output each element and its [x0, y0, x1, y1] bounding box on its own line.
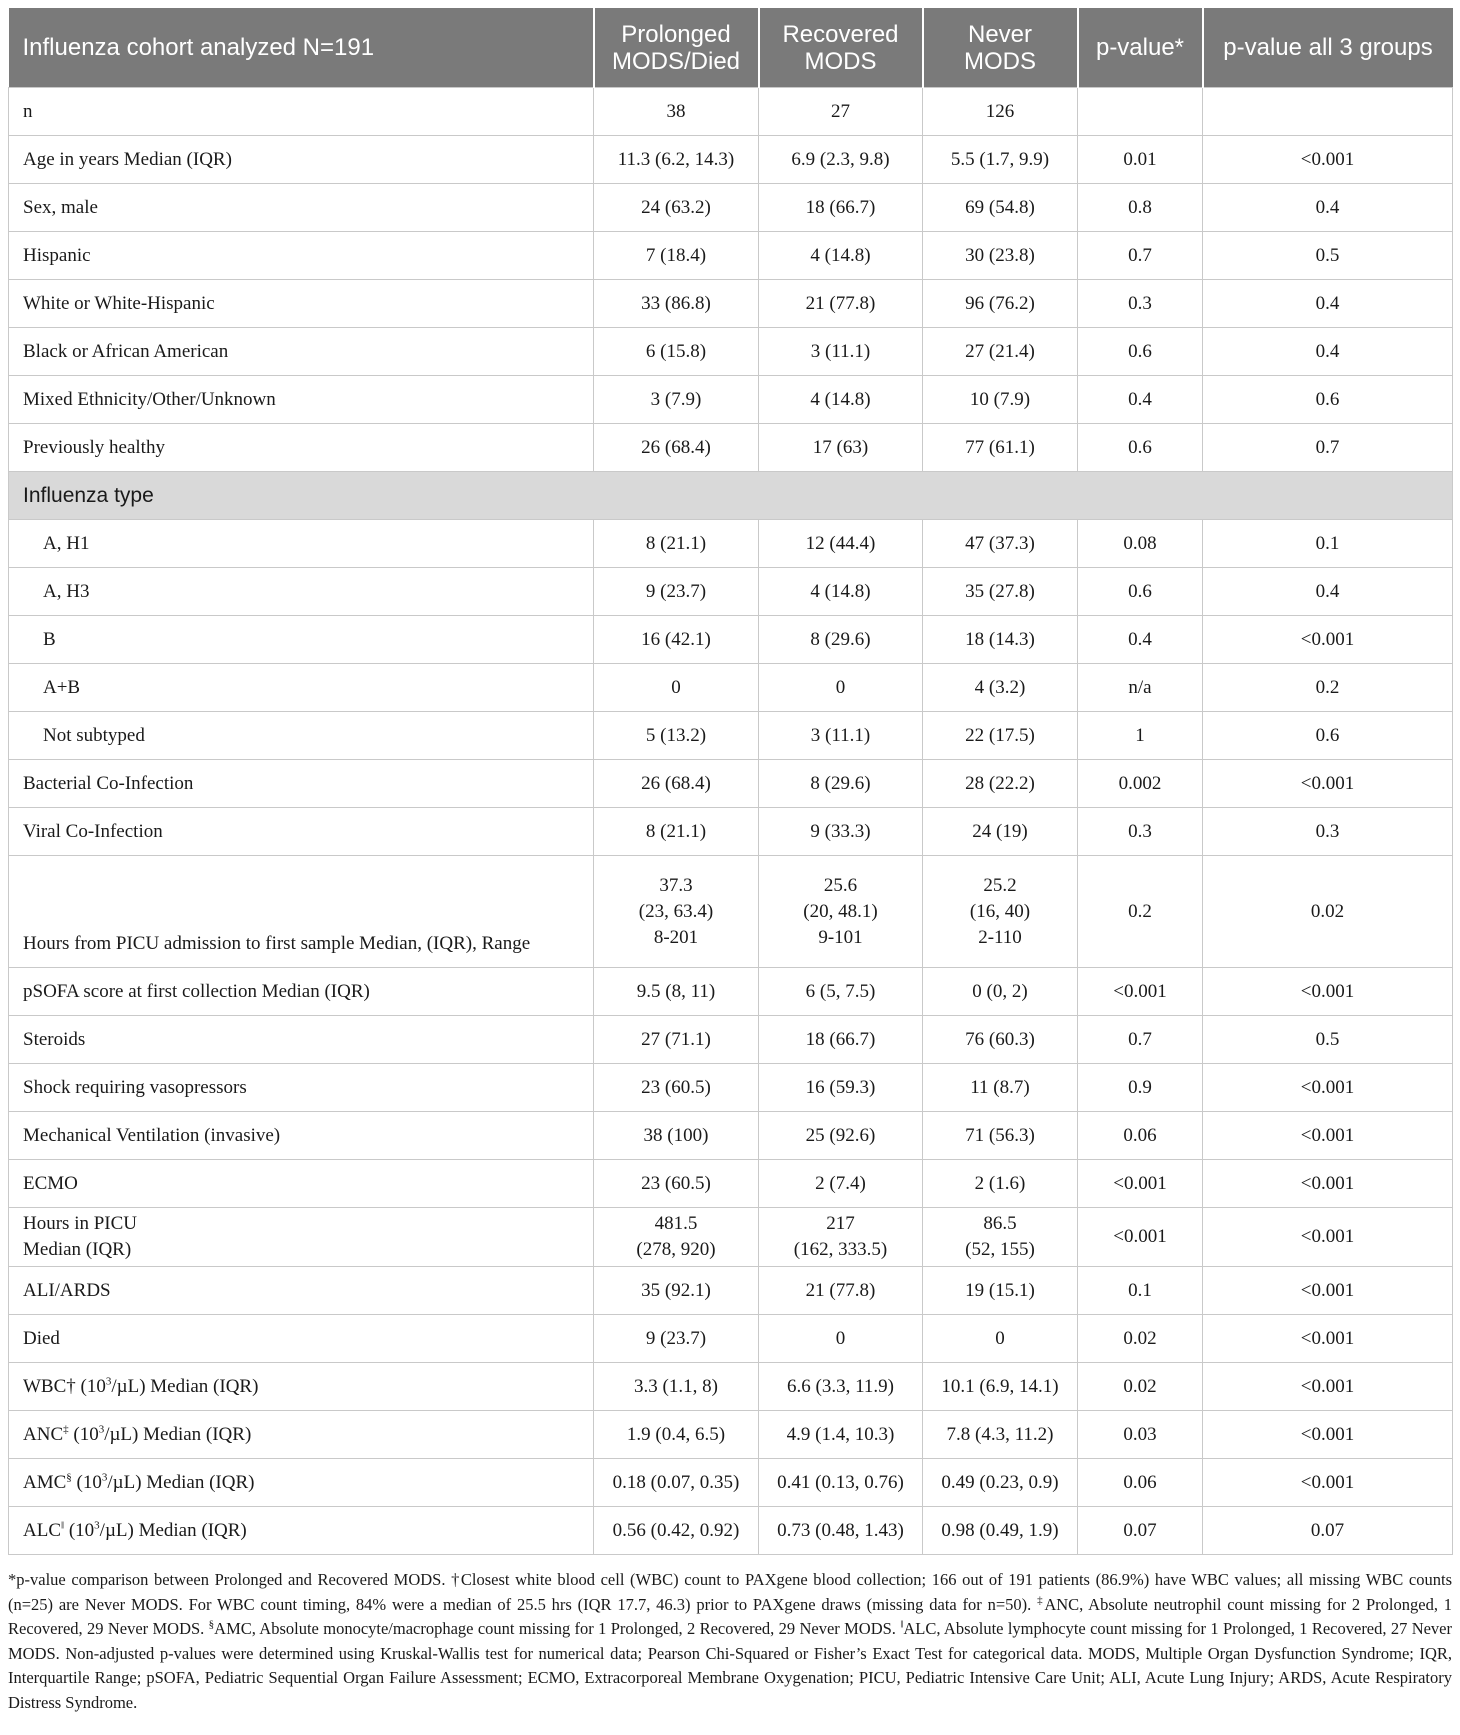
- footnote-mark: ‖: [900, 1618, 904, 1631]
- cohort-table: [8, 8, 1453, 1555]
- table-row: [9, 1160, 1453, 1208]
- table-row: [9, 664, 1453, 712]
- cell: 22 (17.5): [923, 712, 1078, 760]
- cell: 47 (37.3): [923, 520, 1078, 568]
- cell: <0.001: [1203, 136, 1453, 184]
- row-label: A+B: [9, 664, 594, 712]
- table-row: [9, 88, 1453, 136]
- cell: 33 (86.8): [594, 280, 759, 328]
- table-row: [9, 184, 1453, 232]
- header-recovered-mods: Recovered MODS: [759, 8, 923, 88]
- table-row: [9, 568, 1453, 616]
- cell: 2 (7.4): [759, 1160, 923, 1208]
- cell: 9 (23.7): [594, 1315, 759, 1363]
- cell: 26 (68.4): [594, 424, 759, 472]
- row-label: [9, 1459, 594, 1507]
- table-row-hours-first-sample: [9, 856, 1453, 968]
- row-label: ALI/ARDS: [9, 1267, 594, 1315]
- cell: <0.001: [1078, 1160, 1203, 1208]
- cell: 0.4: [1203, 184, 1453, 232]
- table-row: [9, 1016, 1453, 1064]
- cell: <0.001: [1203, 1411, 1453, 1459]
- cell: 0.7: [1078, 1016, 1203, 1064]
- header-p-value: p-value*: [1078, 8, 1203, 88]
- cell: 0.56 (0.42, 0.92): [594, 1507, 759, 1555]
- row-label: pSOFA score at first collection Median (IQR): [9, 968, 594, 1016]
- label-unit-exp: 3: [101, 1471, 108, 1484]
- cell: 71 (56.3): [923, 1112, 1078, 1160]
- cell: 0.1: [1078, 1267, 1203, 1315]
- cell-line: (52, 155): [965, 1239, 1035, 1260]
- cell: <0.001: [1203, 1112, 1453, 1160]
- row-label: Mechanical Ventilation (invasive): [9, 1112, 594, 1160]
- cell: 35 (92.1): [594, 1267, 759, 1315]
- footnote-mark: ‡: [1037, 1594, 1045, 1606]
- cell: 0.07: [1078, 1507, 1203, 1555]
- cell: 0.6: [1203, 376, 1453, 424]
- cell: 11 (8.7): [923, 1064, 1078, 1112]
- cell: 77 (61.1): [923, 424, 1078, 472]
- cell: 0: [759, 1315, 923, 1363]
- row-label-line: Median (IQR): [23, 1239, 132, 1260]
- row-label: Sex, male: [9, 184, 594, 232]
- label-name: ALC: [23, 1519, 61, 1541]
- table-row: [9, 232, 1453, 280]
- table-row-hours-picu: [9, 1208, 1453, 1267]
- table-footnote: [8, 1568, 1452, 1715]
- cell: 38: [594, 88, 759, 136]
- row-label: n: [9, 88, 594, 136]
- cell: 0.5: [1203, 232, 1453, 280]
- header-cohort: Influenza cohort analyzed N=191: [9, 8, 594, 88]
- label-unit: (10: [71, 1471, 102, 1493]
- row-label: Bacterial Co-Infection: [9, 760, 594, 808]
- table-row: [9, 136, 1453, 184]
- cell: 18 (14.3): [923, 616, 1078, 664]
- cell: 27 (21.4): [923, 328, 1078, 376]
- label-unit-exp: 3: [94, 1519, 100, 1532]
- row-label: Steroids: [9, 1016, 594, 1064]
- table-row: [9, 1411, 1453, 1459]
- table-row: [9, 1064, 1453, 1112]
- cell: 35 (27.8): [923, 568, 1078, 616]
- label-unit: (10: [64, 1519, 95, 1541]
- table-row: [9, 616, 1453, 664]
- cell-line: (16, 40): [969, 900, 1031, 922]
- cell: 21 (77.8): [759, 280, 923, 328]
- cell: 0.06: [1078, 1112, 1203, 1160]
- cell: 18 (66.7): [759, 1016, 923, 1064]
- cell: [1203, 88, 1453, 136]
- cell: 69 (54.8): [923, 184, 1078, 232]
- cell: 12 (44.4): [759, 520, 923, 568]
- row-label: ECMO: [9, 1160, 594, 1208]
- table-row: [9, 760, 1453, 808]
- cell: <0.001: [1203, 1315, 1453, 1363]
- table-row: [9, 1267, 1453, 1315]
- cell: 0.6: [1078, 328, 1203, 376]
- cell: 9 (23.7): [594, 568, 759, 616]
- cell: [1078, 88, 1203, 136]
- cell: 0.6: [1078, 424, 1203, 472]
- row-label: [9, 1363, 594, 1411]
- cell: 0.6: [1078, 568, 1203, 616]
- label-mark: ‡: [63, 1423, 69, 1436]
- cell: 0.06: [1078, 1459, 1203, 1507]
- cell: <0.001: [1203, 968, 1453, 1016]
- cell: 8 (29.6): [759, 760, 923, 808]
- cell: 0.08: [1078, 520, 1203, 568]
- row-label: B: [9, 616, 594, 664]
- cell: 0.8: [1078, 184, 1203, 232]
- cell: 0.07: [1203, 1507, 1453, 1555]
- cell-line: 86.5: [983, 1213, 1017, 1234]
- cell: 0.3: [1078, 280, 1203, 328]
- cell: 6.9 (2.3, 9.8): [759, 136, 923, 184]
- cell: 3 (7.9): [594, 376, 759, 424]
- table-row: [9, 808, 1453, 856]
- cell: 0.4: [1078, 376, 1203, 424]
- row-label-multiline: [9, 1208, 594, 1267]
- footnote-text: AMC, Absolute monocyte/macrophage count missing for 1 Prolonged, 2 Recovered, 29 Never MODS.: [214, 1619, 901, 1638]
- cell: <0.001: [1203, 1459, 1453, 1507]
- cell-line: (278, 920): [636, 1239, 716, 1260]
- cell: 4 (14.8): [759, 232, 923, 280]
- cell-line: (162, 333.5): [793, 1239, 888, 1260]
- cell: <0.001: [1203, 616, 1453, 664]
- cell: 24 (19): [923, 808, 1078, 856]
- cell: <0.001: [1203, 1208, 1453, 1267]
- cell: 10 (7.9): [923, 376, 1078, 424]
- cell-line: 25.6: [823, 874, 858, 896]
- table-row: [9, 712, 1453, 760]
- cell-line: 2-110: [978, 926, 1022, 948]
- cell: 0.002: [1078, 760, 1203, 808]
- cell: 0.01: [1078, 136, 1203, 184]
- cell: 5.5 (1.7, 9.9): [923, 136, 1078, 184]
- cell: 0.2: [1078, 856, 1203, 968]
- cell: 0.2: [1203, 664, 1453, 712]
- cell: 7.8 (4.3, 11.2): [923, 1411, 1078, 1459]
- cell-multiline: [594, 1208, 759, 1267]
- cell-line: 8-201: [653, 926, 699, 948]
- cell: 8 (21.1): [594, 520, 759, 568]
- cell: 76 (60.3): [923, 1016, 1078, 1064]
- row-label: Died: [9, 1315, 594, 1363]
- cell: 0.73 (0.48, 1.43): [759, 1507, 923, 1555]
- cell: 23 (60.5): [594, 1160, 759, 1208]
- cell-multiline: [759, 856, 923, 968]
- label-unit-exp: 3: [105, 1375, 112, 1388]
- footnote-text: ANC, Absolute neutrophil count missing for 2 Prolonged, 1 Recovered, 29 Never MODS.: [8, 1594, 1453, 1638]
- cell-line: 217: [826, 1213, 855, 1234]
- cell: <0.001: [1203, 1267, 1453, 1315]
- cell: 3 (11.1): [759, 328, 923, 376]
- label-unit-rest: /µL) Median (IQR): [107, 1471, 255, 1493]
- cell: 25 (92.6): [759, 1112, 923, 1160]
- cell: 0.4: [1203, 328, 1453, 376]
- cell: 27 (71.1): [594, 1016, 759, 1064]
- cell: 9.5 (8, 11): [594, 968, 759, 1016]
- cell: 19 (15.1): [923, 1267, 1078, 1315]
- cell: 8 (29.6): [759, 616, 923, 664]
- cell-multiline: [923, 1208, 1078, 1267]
- cell-line: (23, 63.4): [638, 900, 714, 922]
- cell: 10.1 (6.9, 14.1): [923, 1363, 1078, 1411]
- footnote-mark: §: [208, 1618, 215, 1631]
- row-label: Hispanic: [9, 232, 594, 280]
- cell: <0.001: [1203, 1160, 1453, 1208]
- cell: <0.001: [1078, 1208, 1203, 1267]
- cell: 27: [759, 88, 923, 136]
- cell: 6 (15.8): [594, 328, 759, 376]
- cell: 4 (3.2): [923, 664, 1078, 712]
- cell: 2 (1.6): [923, 1160, 1078, 1208]
- cell: 4 (14.8): [759, 376, 923, 424]
- cell-multiline: [759, 1208, 923, 1267]
- cell: <0.001: [1203, 1363, 1453, 1411]
- cell-line: (20, 48.1): [803, 900, 878, 922]
- table-row: [9, 1459, 1453, 1507]
- row-label: Shock requiring vasopressors: [9, 1064, 594, 1112]
- cell: 9 (33.3): [759, 808, 923, 856]
- row-label: Not subtyped: [9, 712, 594, 760]
- label-unit-rest: /µL) Median (IQR): [111, 1375, 259, 1397]
- table-row: [9, 328, 1453, 376]
- cell: 0.7: [1078, 232, 1203, 280]
- label-unit: (10: [68, 1423, 99, 1445]
- row-label: Viral Co-Infection: [9, 808, 594, 856]
- cell: 0.98 (0.49, 1.9): [923, 1507, 1078, 1555]
- row-label: Previously healthy: [9, 424, 594, 472]
- cell: 0.02: [1078, 1315, 1203, 1363]
- cell: <0.001: [1203, 1064, 1453, 1112]
- cell: 24 (63.2): [594, 184, 759, 232]
- header-prolonged-mods: Prolonged MODS/Died: [594, 8, 759, 88]
- cell: 0.02: [1078, 1363, 1203, 1411]
- cell: 0: [923, 1315, 1078, 1363]
- cell-line: 481.5: [654, 1213, 698, 1234]
- row-label: A, H1: [9, 520, 594, 568]
- label-unit-exp: 3: [98, 1423, 105, 1436]
- row-label: Black or African American: [9, 328, 594, 376]
- cell: 30 (23.8): [923, 232, 1078, 280]
- section-title: Influenza type: [9, 472, 1453, 520]
- cell: 0.03: [1078, 1411, 1203, 1459]
- label-unit: (10: [75, 1375, 106, 1397]
- cell: 126: [923, 88, 1078, 136]
- table-row: [9, 968, 1453, 1016]
- row-label: White or White-Hispanic: [9, 280, 594, 328]
- cell: 5 (13.2): [594, 712, 759, 760]
- label-unit-rest: /µL) Median (IQR): [99, 1519, 247, 1541]
- cell: 7 (18.4): [594, 232, 759, 280]
- section-row-influenza-type: [9, 472, 1453, 520]
- cell-multiline: [594, 856, 759, 968]
- table-row: [9, 424, 1453, 472]
- cell: 28 (22.2): [923, 760, 1078, 808]
- cell: 16 (59.3): [759, 1064, 923, 1112]
- cell: <0.001: [1078, 968, 1203, 1016]
- row-label-line: Hours in PICU: [23, 1213, 138, 1234]
- cell: 0.6: [1203, 712, 1453, 760]
- cell: 6.6 (3.3, 11.9): [759, 1363, 923, 1411]
- cell: 0.9: [1078, 1064, 1203, 1112]
- cell: 18 (66.7): [759, 184, 923, 232]
- row-label: [9, 1507, 594, 1555]
- cell-line: 9-101: [818, 926, 863, 948]
- label-name: WBC†: [23, 1375, 76, 1397]
- cell: 0.7: [1203, 424, 1453, 472]
- cell: 0.4: [1203, 568, 1453, 616]
- cell: 0: [594, 664, 759, 712]
- cell: 0 (0, 2): [923, 968, 1078, 1016]
- table-row: [9, 1507, 1453, 1555]
- cell: 0.18 (0.07, 0.35): [594, 1459, 759, 1507]
- table-row: [9, 1363, 1453, 1411]
- cell: 3.3 (1.1, 8): [594, 1363, 759, 1411]
- label-unit-rest: /µL) Median (IQR): [104, 1423, 252, 1445]
- cell: 0.02: [1203, 856, 1453, 968]
- cell: 16 (42.1): [594, 616, 759, 664]
- label-mark: ‖: [61, 1519, 65, 1532]
- cell: 0.5: [1203, 1016, 1453, 1064]
- label-mark: §: [66, 1471, 72, 1484]
- cell-line: 25.2: [983, 874, 1017, 896]
- label-name: AMC: [23, 1471, 67, 1493]
- cell: 4 (14.8): [759, 568, 923, 616]
- row-label: A, H3: [9, 568, 594, 616]
- footnote-text: ALC, Absolute lymphocyte count missing for 1 Prolonged, 1 Recovered, 27 Never MODS. Non-adjusted p-values were determined using Kruskal-Wallis test for numerical data; Pearson Chi-Squared or Fisher’s Exact Test for categorical data. MODS, Multiple Organ Dysfunction Syndrome; IQR, Interquartile Range; pSOFA, Pediatric Sequential Organ Failure Assessment; ECMO, Extracorporeal Membrane Oxygenation; PICU, Pediatric Intensive Care Unit; ALI, Acute Lung Injury; ARDS, Acute Respiratory Distress Syndrome.: [8, 1619, 1452, 1712]
- cell-line: 37.3: [659, 874, 693, 896]
- row-label: Mixed Ethnicity/Other/Unknown: [9, 376, 594, 424]
- cell: 23 (60.5): [594, 1064, 759, 1112]
- cell: 0.49 (0.23, 0.9): [923, 1459, 1078, 1507]
- cell: 4.9 (1.4, 10.3): [759, 1411, 923, 1459]
- cell: 26 (68.4): [594, 760, 759, 808]
- cell: 96 (76.2): [923, 280, 1078, 328]
- cell: n/a: [1078, 664, 1203, 712]
- cell: 0.4: [1203, 280, 1453, 328]
- table-row: [9, 1112, 1453, 1160]
- cell: 1: [1078, 712, 1203, 760]
- table-row: [9, 280, 1453, 328]
- cell: 21 (77.8): [759, 1267, 923, 1315]
- cell: 0.1: [1203, 520, 1453, 568]
- cell: 0.4: [1078, 616, 1203, 664]
- header-p-value-all: p-value all 3 groups: [1203, 8, 1453, 88]
- cell: 3 (11.1): [759, 712, 923, 760]
- row-label: Hours from PICU admission to first sample Median, (IQR), Range: [9, 856, 594, 968]
- cell: 17 (63): [759, 424, 923, 472]
- cell: 1.9 (0.4, 6.5): [594, 1411, 759, 1459]
- row-label: Age in years Median (IQR): [9, 136, 594, 184]
- cell: <0.001: [1203, 760, 1453, 808]
- cell: 6 (5, 7.5): [759, 968, 923, 1016]
- table-header-row: [9, 8, 1453, 88]
- cell: 0.3: [1078, 808, 1203, 856]
- table-row: [9, 376, 1453, 424]
- cell: 38 (100): [594, 1112, 759, 1160]
- row-label: [9, 1411, 594, 1459]
- cell: 8 (21.1): [594, 808, 759, 856]
- cell: 0: [759, 664, 923, 712]
- table-row: [9, 1315, 1453, 1363]
- cell: 11.3 (6.2, 14.3): [594, 136, 759, 184]
- cell: 0.3: [1203, 808, 1453, 856]
- cell: 0.41 (0.13, 0.76): [759, 1459, 923, 1507]
- header-never-mods: Never MODS: [923, 8, 1078, 88]
- cell-multiline: [923, 856, 1078, 968]
- footnote-text: *p-value comparison between Prolonged and Recovered MODS. †Closest white blood cell (WBC) count to PAXgene blood collection; 166 out of 191 patients (86.9%) have WBC values; all missing WBC counts (n=25) are Never MODS. For WBC count timing, 84% were a median of 25.5 hrs (IQR 17.7, 46.3) prior to PAXgene draws (missing data for n=50).: [8, 1570, 1452, 1614]
- label-name: ANC: [23, 1423, 64, 1445]
- table-row: [9, 520, 1453, 568]
